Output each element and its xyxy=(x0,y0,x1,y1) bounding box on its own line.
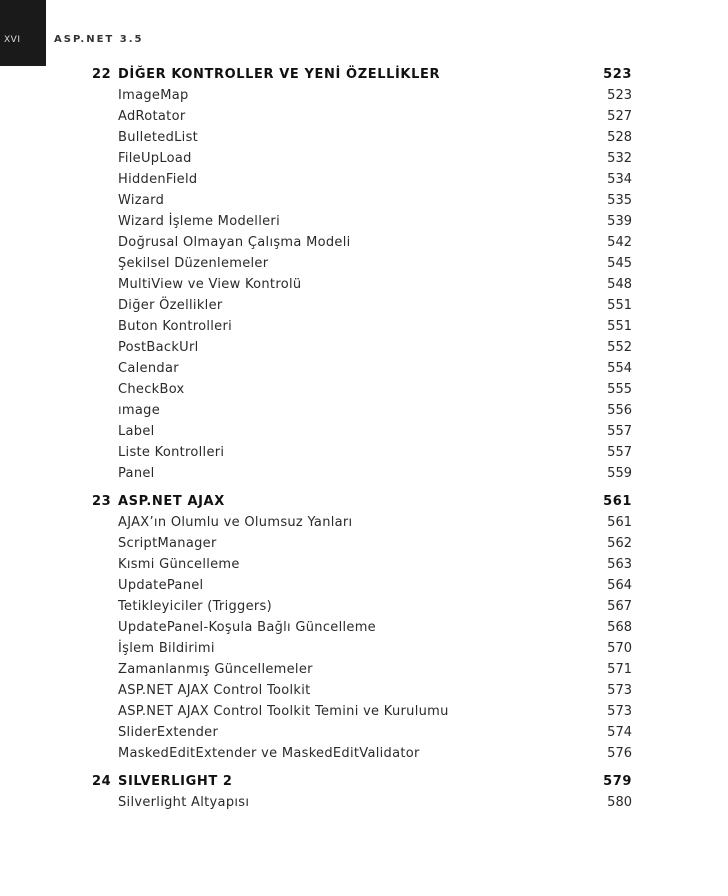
toc-entry xyxy=(92,792,632,813)
toc-entry-page-number: 545 xyxy=(607,256,632,271)
toc-entry-page-number: 557 xyxy=(607,445,632,460)
toc-entry-page-number: 551 xyxy=(607,319,632,334)
toc-entry xyxy=(92,379,632,400)
toc-entry-title: UpdatePanel-Koşula Bağlı Güncelleme xyxy=(118,620,376,635)
toc-entry-title: ımage xyxy=(118,403,160,418)
toc-entry-title: Kısmi Güncelleme xyxy=(118,557,240,572)
toc-entry-title: Silverlight Altyapısı xyxy=(118,795,250,810)
toc-chapter xyxy=(92,771,632,813)
toc-entry-title: AdRotator xyxy=(118,109,186,124)
toc-entry-title: Wizard xyxy=(118,193,165,208)
toc-entry-page-number: 554 xyxy=(607,361,632,376)
toc-entry xyxy=(92,190,632,211)
toc-entry-page-number: 564 xyxy=(607,578,632,593)
chapter-page-number: 579 xyxy=(603,774,632,789)
toc-entry xyxy=(92,617,632,638)
chapter-title: ASP.NET AJAX xyxy=(118,494,225,509)
toc-entry xyxy=(92,533,632,554)
toc-chapter-heading xyxy=(92,491,632,512)
toc-entry-title: ScriptManager xyxy=(118,536,217,551)
toc-entry-page-number: 567 xyxy=(607,599,632,614)
toc-entry-page-number: 556 xyxy=(607,403,632,418)
toc-entry-title: Wizard İşleme Modelleri xyxy=(118,214,280,229)
toc-entry-title: Panel xyxy=(118,466,155,481)
toc-entry-page-number: 571 xyxy=(607,662,632,677)
toc-chapter xyxy=(92,64,632,484)
toc-entry-page-number: 559 xyxy=(607,466,632,481)
toc-entry xyxy=(92,295,632,316)
toc-entry xyxy=(92,169,632,190)
toc-entry-page-number: 548 xyxy=(607,277,632,292)
chapter-title: DİĞER KONTROLLER VE YENİ ÖZELLİKLER xyxy=(118,67,441,82)
chapter-number: 22 xyxy=(92,67,112,82)
toc-entry-page-number: 561 xyxy=(607,515,632,530)
toc-entry-page-number: 527 xyxy=(607,109,632,124)
toc-entry xyxy=(92,596,632,617)
toc-entry-page-number: 555 xyxy=(607,382,632,397)
toc-entry-page-number: 551 xyxy=(607,298,632,313)
toc-entry-page-number: 562 xyxy=(607,536,632,551)
toc-entry-title: Şekilsel Düzenlemeler xyxy=(118,256,269,271)
toc-entry xyxy=(92,400,632,421)
toc-entry xyxy=(92,253,632,274)
toc-entry-title: BulletedList xyxy=(118,130,199,145)
toc-entry-title: SliderExtender xyxy=(118,725,219,740)
toc-entry-page-number: 532 xyxy=(607,151,632,166)
toc-entry xyxy=(92,638,632,659)
toc-entry-title: Doğrusal Olmayan Çalışma Modeli xyxy=(118,235,351,250)
toc-entry-page-number: 573 xyxy=(607,704,632,719)
toc-entry-title: İşlem Bildirimi xyxy=(118,641,215,656)
toc-chapter-heading xyxy=(92,771,632,792)
toc-entry-title: PostBackUrl xyxy=(118,340,199,355)
chapter-number: 24 xyxy=(92,774,112,789)
toc-entry xyxy=(92,722,632,743)
toc-chapter-heading xyxy=(92,64,632,85)
toc-entry xyxy=(92,512,632,533)
toc-entry xyxy=(92,337,632,358)
toc-entry-page-number: 534 xyxy=(607,172,632,187)
chapter-number: 23 xyxy=(92,494,112,509)
toc-entry-page-number: 552 xyxy=(607,340,632,355)
toc-entry xyxy=(92,358,632,379)
toc-entry-title: AJAX’ın Olumlu ve Olumsuz Yanları xyxy=(118,515,353,530)
toc-entry-title: MaskedEditExtender ve MaskedEditValidator xyxy=(118,746,420,761)
toc-entry-page-number: 580 xyxy=(607,795,632,810)
toc-entry-title: Liste Kontrolleri xyxy=(118,445,225,460)
toc-entry-title: Tetikleyiciler (Triggers) xyxy=(118,599,272,614)
toc-entry xyxy=(92,232,632,253)
toc-entry xyxy=(92,274,632,295)
toc-entry-title: MultiView ve View Kontrolü xyxy=(118,277,302,292)
toc-entry xyxy=(92,743,632,764)
toc-entry xyxy=(92,442,632,463)
toc-entry xyxy=(92,575,632,596)
toc-entry-title: Diğer Özellikler xyxy=(118,298,223,313)
toc-entry-title: HiddenField xyxy=(118,172,198,187)
toc-entry-page-number: 557 xyxy=(607,424,632,439)
header-tab xyxy=(0,0,46,66)
toc-entry-page-number: 574 xyxy=(607,725,632,740)
page-number: XVI xyxy=(4,35,21,45)
toc-entry xyxy=(92,680,632,701)
toc-entry-title: Zamanlanmış Güncellemeler xyxy=(118,662,313,677)
toc-entry xyxy=(92,316,632,337)
toc-entry xyxy=(92,421,632,442)
toc-entry-title: Label xyxy=(118,424,155,439)
toc-entry-title: CheckBox xyxy=(118,382,185,397)
toc-entry xyxy=(92,659,632,680)
toc-entry-page-number: 523 xyxy=(607,88,632,103)
chapter-page-number: 523 xyxy=(603,67,632,82)
table-of-contents xyxy=(92,64,632,820)
toc-entry xyxy=(92,106,632,127)
toc-entry-title: ImageMap xyxy=(118,88,189,103)
toc-entry-page-number: 568 xyxy=(607,620,632,635)
toc-entry-title: FileUpLoad xyxy=(118,151,192,166)
toc-entry xyxy=(92,211,632,232)
toc-entry xyxy=(92,85,632,106)
chapter-page-number: 561 xyxy=(603,494,632,509)
toc-entry-page-number: 563 xyxy=(607,557,632,572)
toc-entry-page-number: 573 xyxy=(607,683,632,698)
toc-entry-title: Buton Kontrolleri xyxy=(118,319,233,334)
toc-entry-page-number: 528 xyxy=(607,130,632,145)
toc-entry xyxy=(92,701,632,722)
toc-entry-page-number: 570 xyxy=(607,641,632,656)
toc-entry-title: Calendar xyxy=(118,361,179,376)
toc-entry-title: ASP.NET AJAX Control Toolkit Temini ve Kurulumu xyxy=(118,704,449,719)
toc-entry xyxy=(92,127,632,148)
toc-entry-title: ASP.NET AJAX Control Toolkit xyxy=(118,683,311,698)
toc-entry xyxy=(92,463,632,484)
toc-entry-page-number: 542 xyxy=(607,235,632,250)
toc-entry-title: UpdatePanel xyxy=(118,578,204,593)
toc-entry xyxy=(92,148,632,169)
chapter-title: SILVERLIGHT 2 xyxy=(118,774,233,789)
toc-entry-page-number: 535 xyxy=(607,193,632,208)
toc-entry-page-number: 576 xyxy=(607,746,632,761)
toc-entry xyxy=(92,554,632,575)
toc-chapter xyxy=(92,491,632,764)
running-header-title: ASP.NET 3.5 xyxy=(54,34,144,45)
toc-entry-page-number: 539 xyxy=(607,214,632,229)
